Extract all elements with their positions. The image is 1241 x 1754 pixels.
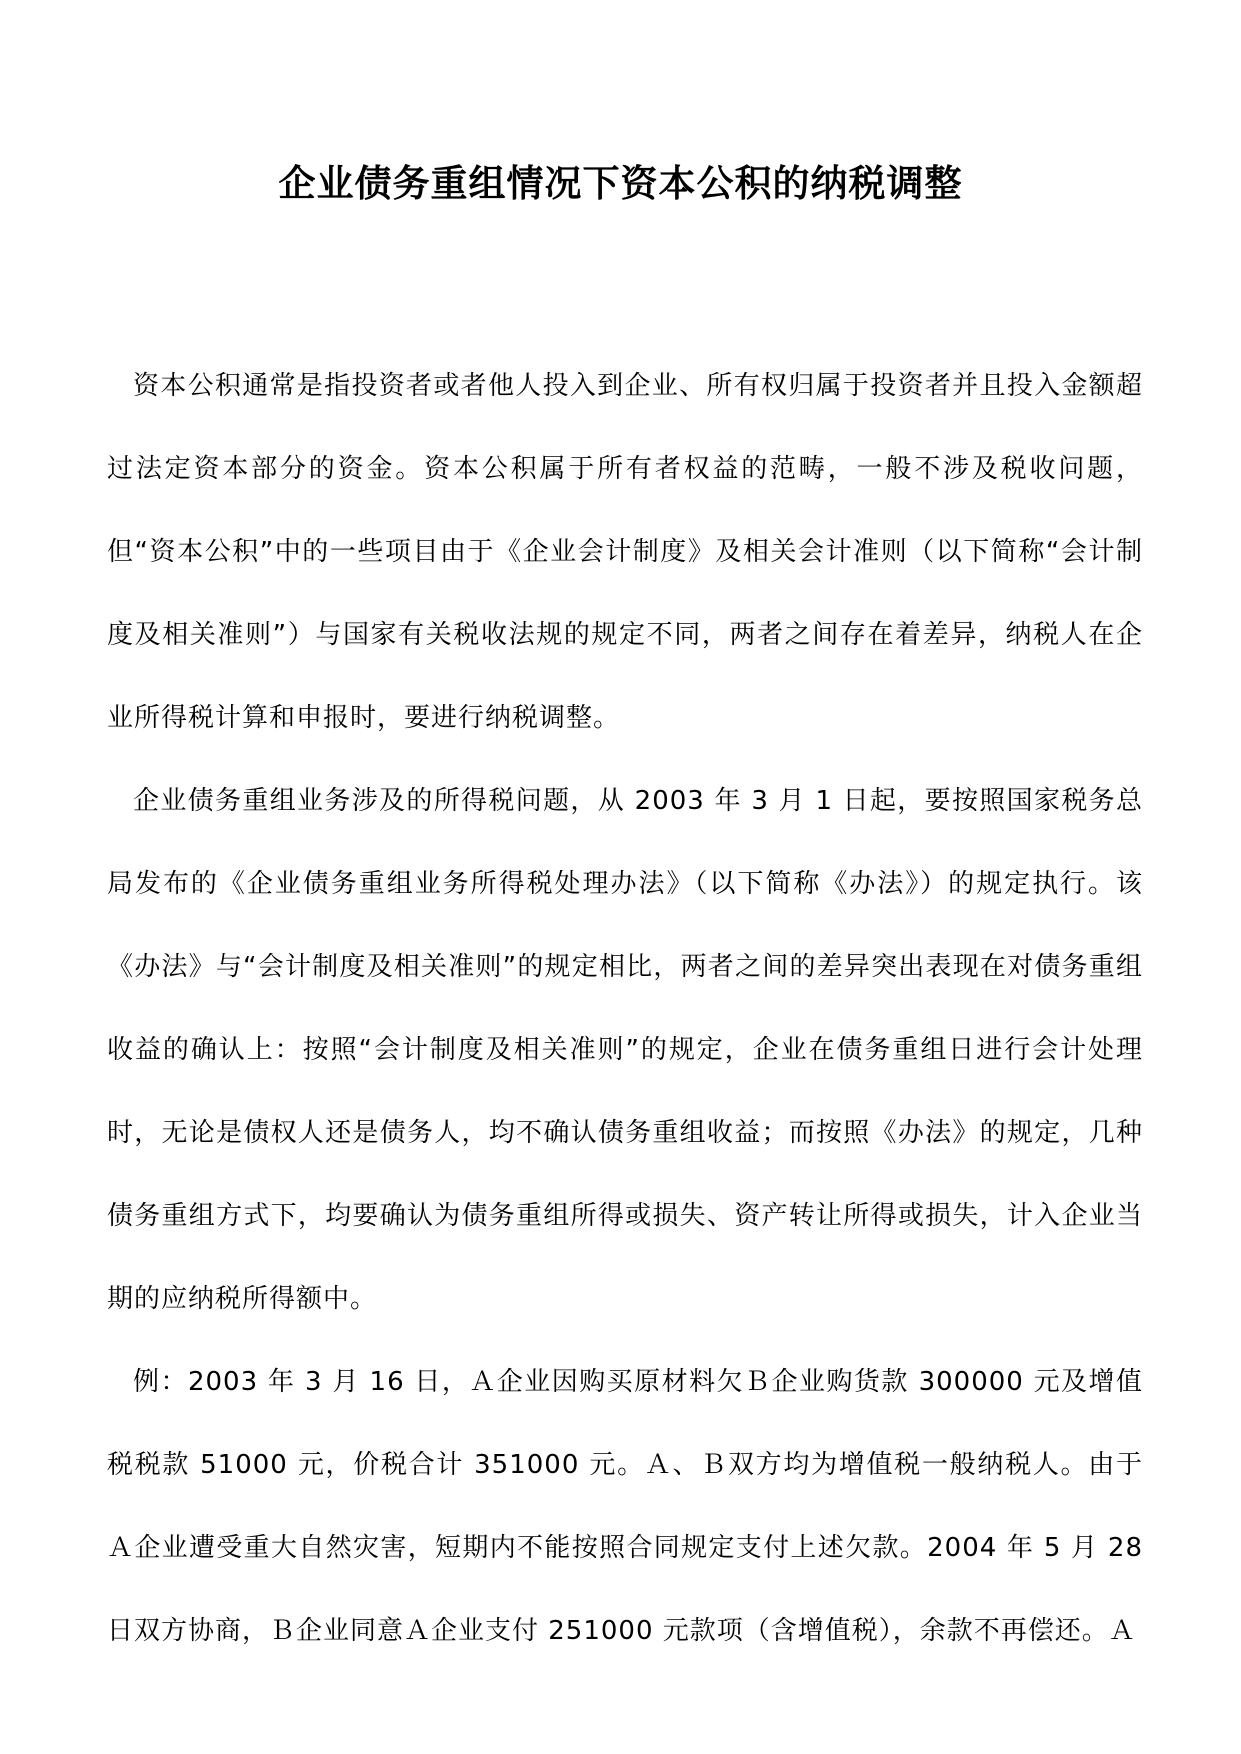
paragraph-debt-restructuring-rules: 企业债务重组业务涉及的所得税问题，从 2003 年 3 月 1 日起，要按照国家税务总局发布的《企业债务重组业务所得税处理办法》（以下简称《办法》）的规定执行。该《办法》与“会计制度及相关准则”的规定相比，两者之间的差异突出表现在对债务重组收益的确认上：按照“会计制度及相关准则”的规定，企业在债务重组日进行会计处理时，无论是债权人还是债务人，均不确认债务重组收益；而按照《办法》的规定，几种债务重组方式下，均要确认为债务重组所得或损失、资产转让所得或损失，计入企业当期的应纳税所得额中。 (107, 786, 1143, 1314)
document-body (107, 345, 1143, 1673)
paragraph-capital-reserve-definition: 资本公积通常是指投资者或者他人投入到企业、所有权归属于投资者并且投入金额超过法定资本部分的资金。资本公积属于所有者权益的范畴，一般不涉及税收问题，但“资本公积”中的一些项目由于《企业会计制度》及相关会计准则（以下简称“会计制度及相关准则”）与国家有关税收法规的规定不同，两者之间存在着差异，纳税人在企业所得税计算和申报时，要进行纳税调整。 (107, 371, 1143, 733)
paragraph-example: 例：2003 年 3 月 16 日，Ａ企业因购买原材料欠Ｂ企业购货款 300000 元及增值税税款 51000 元，价税合计 351000 元。Ａ、Ｂ双方均为增值税一般纳税人。由于Ａ企业遭受重大自然灾害，短期内不能按照合同规定支付上述欠款。2004 年 5 月 28 日双方协商，Ｂ企业同意Ａ企业支付 251000 元款项（含增值税），余款不再偿还。Ａ (107, 1367, 1143, 1646)
document-title: 企业债务重组情况下资本公积的纳税调整 (278, 161, 963, 205)
